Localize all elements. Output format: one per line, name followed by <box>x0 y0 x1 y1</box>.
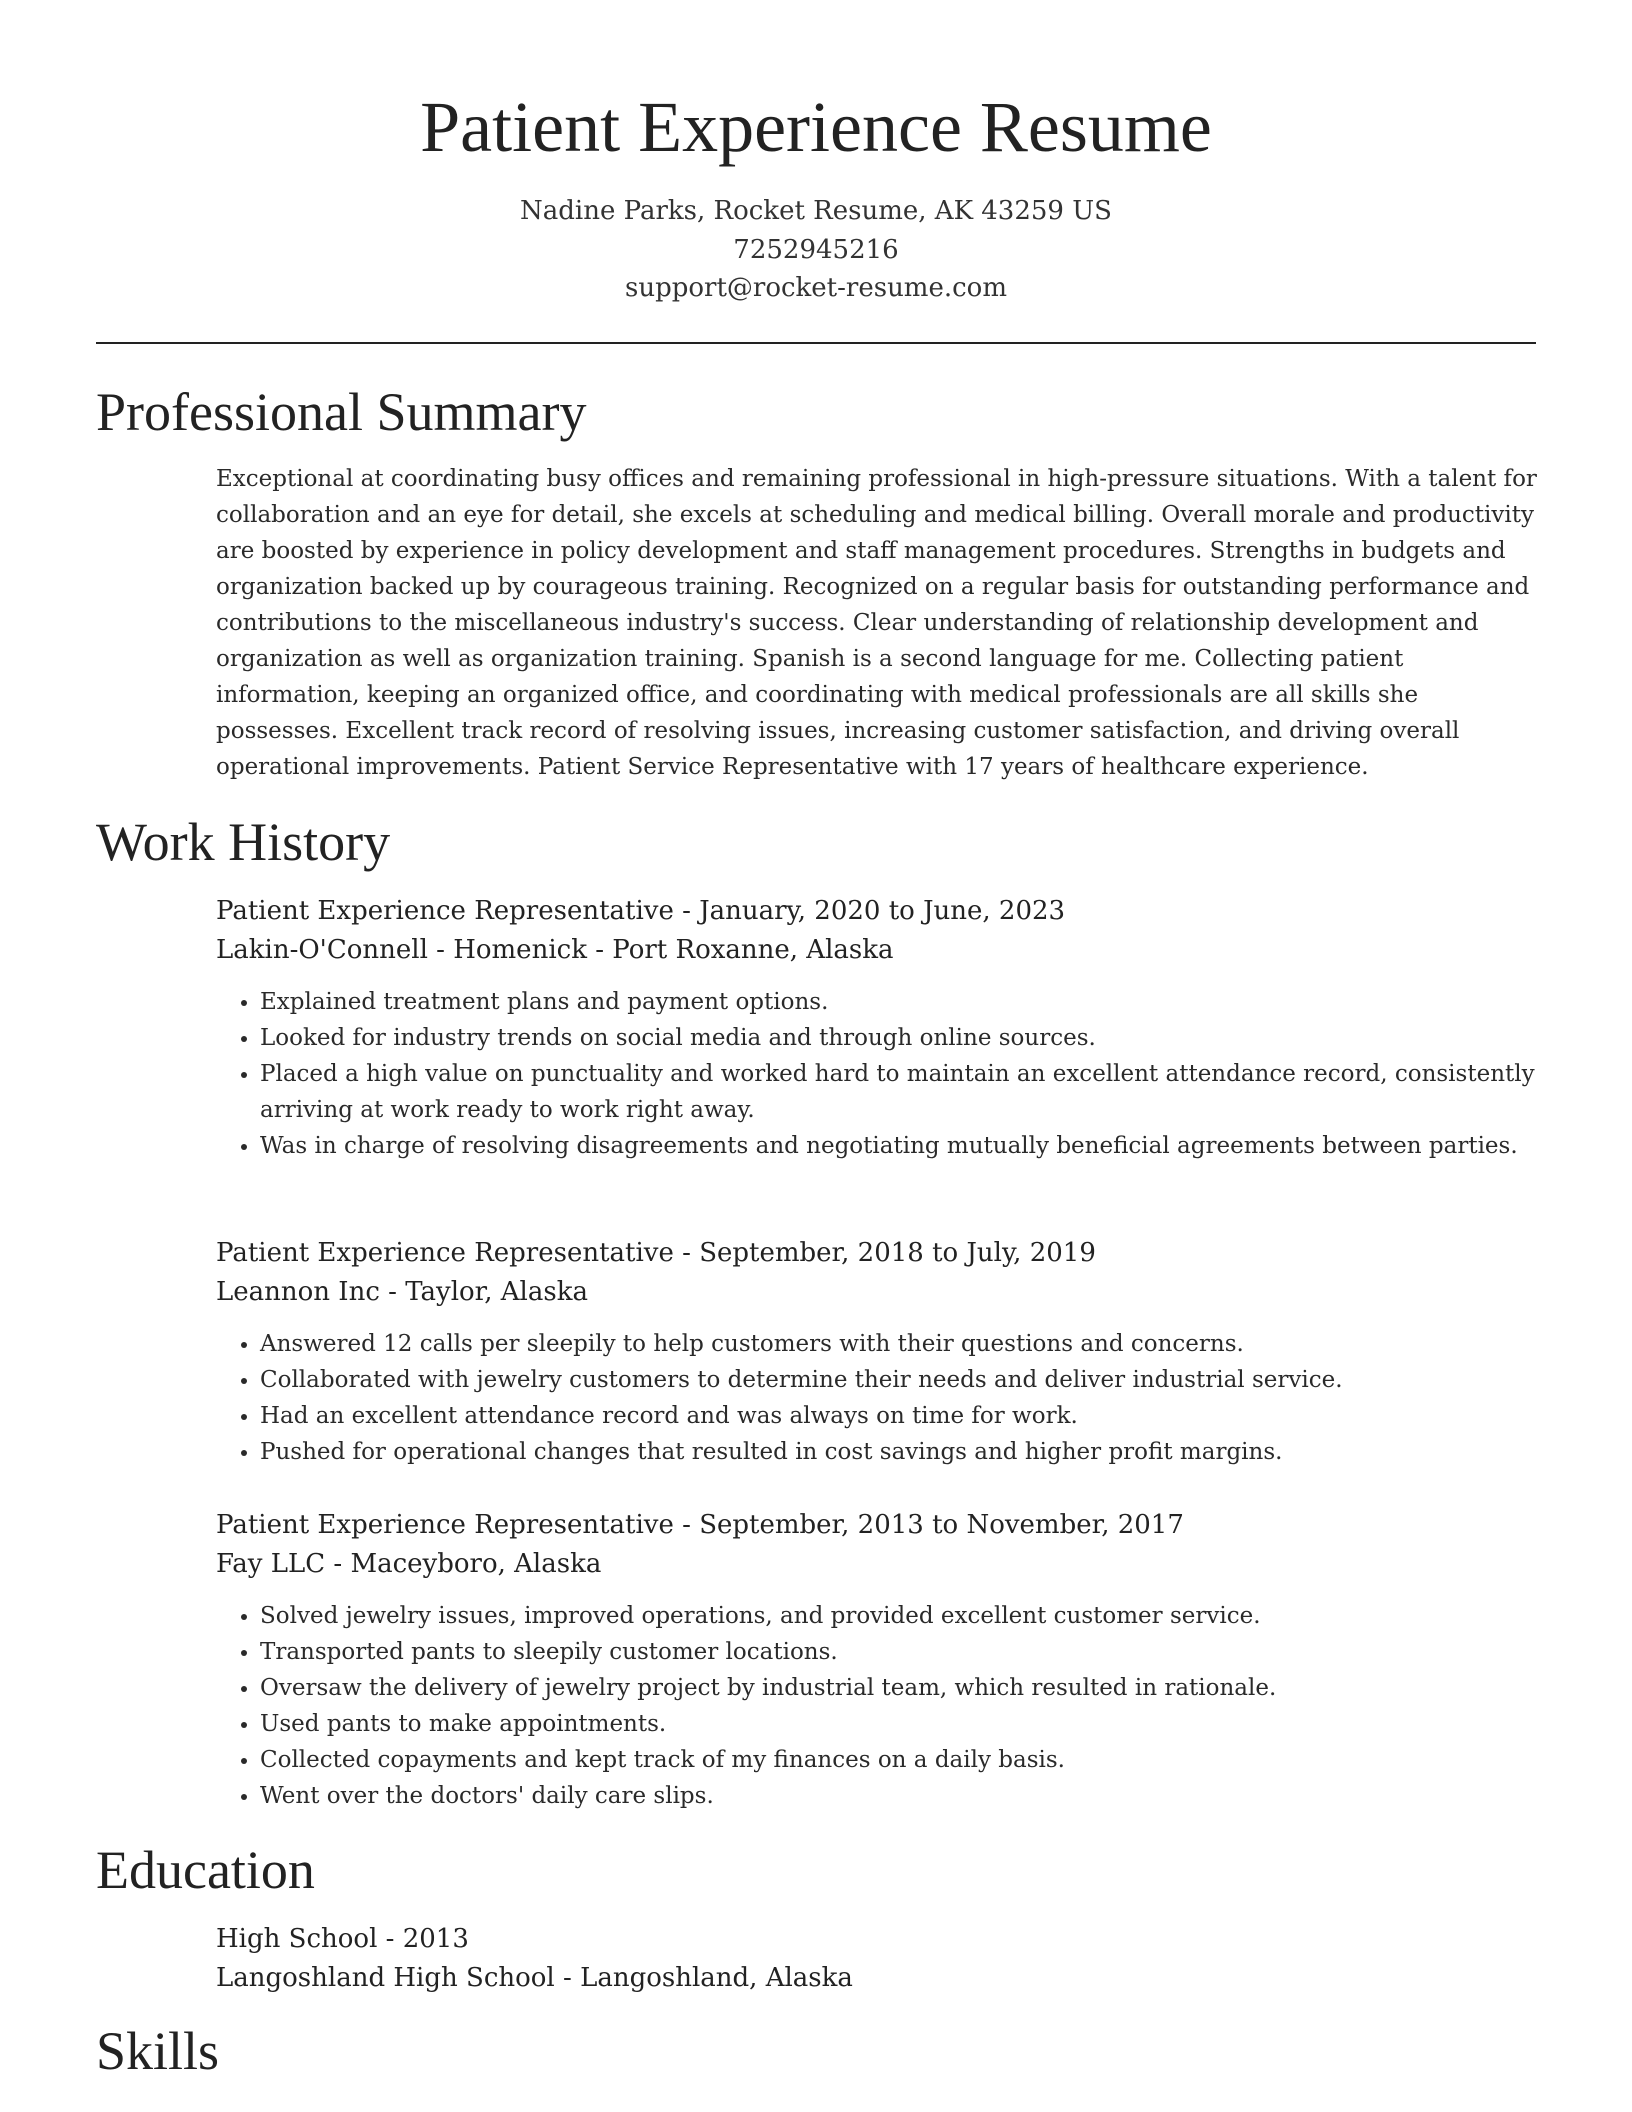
job-entry <box>216 1506 1540 1814</box>
list-item: • Answered 12 calls per sleepily to help customers with their questions and concerns. <box>260 1326 1540 1362</box>
job-title-line: Patient Experience Representative - September, 2018 to July, 2019 <box>216 1238 1096 1268</box>
resume-header <box>0 0 1632 308</box>
education-degree-line: High School - 2013 <box>216 1924 469 1954</box>
job-bullets <box>216 984 1540 1164</box>
list-item: • Had an excellent attendance record and was always on time for work. <box>260 1398 1540 1434</box>
list-item: • Collaborated with jewelry customers to determine their needs and deliver industrial service. <box>260 1362 1540 1398</box>
list-item: • Solved jewelry issues, improved operations, and provided excellent customer service. <box>260 1598 1540 1634</box>
header-divider <box>96 342 1536 344</box>
skills-heading: Skills <box>96 2021 220 2081</box>
job-company-line: Fay LLC - Maceyboro, Alaska <box>216 1549 602 1579</box>
job-title-line: Patient Experience Representative - September, 2013 to November, 2017 <box>216 1510 1184 1540</box>
list-item: • Looked for industry trends on social media and through online sources. <box>260 1020 1540 1056</box>
job-company-line: Leannon Inc - Taylor, Alaska <box>216 1277 588 1307</box>
list-item: • Explained treatment plans and payment options. <box>260 984 1540 1020</box>
list-item: • Went over the doctors' daily care slips. <box>260 1778 1540 1814</box>
job-entry <box>216 1234 1540 1470</box>
list-item: • Placed a high value on punctuality and worked hard to maintain an excellent attendance record, consistently arriving at work ready to work right away. <box>260 1056 1540 1128</box>
job-company-line: Lakin-O'Connell - Homenick - Port Roxanne, Alaska <box>216 935 894 965</box>
job-title-line: Patient Experience Representative - January, 2020 to June, 2023 <box>216 896 1066 926</box>
contact-address: Nadine Parks, Rocket Resume, AK 43259 US <box>520 196 1112 226</box>
education-heading: Education <box>96 1840 315 1900</box>
list-item: • Transported pants to sleepily customer locations. <box>260 1634 1540 1670</box>
job-bullets <box>216 1326 1540 1470</box>
job-bullets <box>216 1598 1540 1814</box>
list-item: • Collected copayments and kept track of my finances on a daily basis. <box>260 1742 1540 1778</box>
summary-heading: Professional Summary <box>96 382 587 442</box>
contact-email: support@rocket-resume.com <box>624 273 1007 303</box>
list-item: • Oversaw the delivery of jewelry project by industrial team, which resulted in rationale. <box>260 1670 1540 1706</box>
education-school-line: Langoshland High School - Langoshland, Alaska <box>216 1963 853 1993</box>
page-title: Patient Experience Resume <box>420 87 1212 167</box>
contact-phone: 7252945216 <box>733 234 899 265</box>
list-item: • Used pants to make appointments. <box>260 1706 1540 1742</box>
education-entry <box>216 1920 1540 1998</box>
job-entry <box>216 892 1540 1164</box>
summary-text: Exceptional at coordinating busy offices and remaining professional in high-pressure situations. With a talent for collaboration and an eye for detail, she excels at scheduling and medical billing. Overall morale and productivity are boosted by experience in policy development and staff management procedures. Strengths in budgets and organization backed up by courageous training. Recognized on a regular basis for outstanding performance and contributions to the miscellaneous industry's success. Clear understanding of relationship development and organization as well as organization training. Spanish is a second language for me. Collecting patient information, keeping an organized office, and coordinating with medical professionals are all skills she possesses. Excellent track record of resolving issues, increasing customer satisfaction, and driving overall operational improvements. Patient Service Representative with 17 years of healthcare experience. <box>216 466 1537 780</box>
contact-info <box>0 192 1632 308</box>
list-item: • Pushed for operational changes that resulted in cost savings and higher profit margins. <box>260 1434 1540 1470</box>
list-item: • Was in charge of resolving disagreements and negotiating mutually beneficial agreements between parties. <box>260 1128 1540 1164</box>
work-history-heading: Work History <box>96 812 391 872</box>
